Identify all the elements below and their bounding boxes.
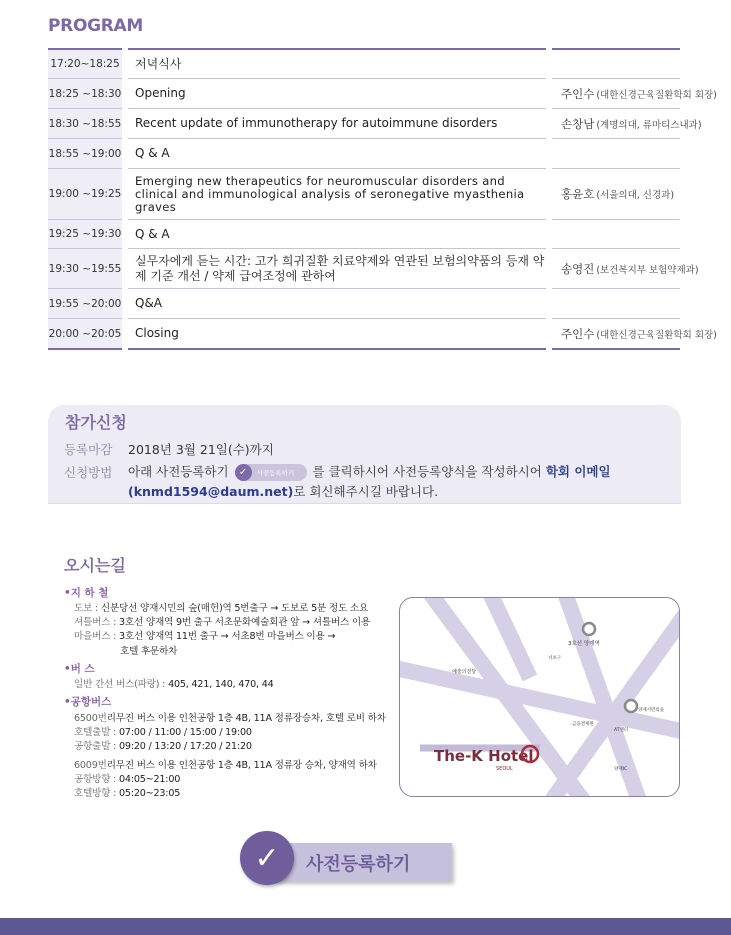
inline-register-label: 사전등록하기 — [256, 469, 295, 477]
bus-lines — [74, 676, 274, 690]
row-title: Emerging new therapeutics for neuromuscular disorders and clinical and immunological analysis of seronegative myasthenia graves — [128, 169, 546, 220]
speaker-name: 주인수 — [561, 86, 595, 101]
method-text-1: 아래 사전등록하기 — [128, 464, 229, 479]
hotel-logo: The-K Hotel — [434, 747, 534, 765]
line-value: 3호선 양재역 9번 출구 서초문화예술회관 앞 → 셔틀버스 이용 — [119, 617, 371, 628]
check-icon: ✓ — [240, 831, 294, 885]
row-time: 18:30 ~18:55 — [48, 109, 122, 139]
program-row — [48, 139, 680, 169]
line-value: 리무진 버스 이용 인천공항 1층 4B, 11A 정류장승차, 호텔 로비 하차 — [106, 713, 386, 724]
row-title: Q & A — [128, 220, 546, 249]
line-key: 셔틀버스 : — [74, 617, 117, 628]
row-speaker — [552, 50, 680, 79]
subway-shuttle — [74, 614, 370, 628]
airport-6009 — [74, 757, 377, 771]
row-speaker — [552, 169, 680, 220]
row-speaker — [552, 319, 717, 350]
speaker-affiliation: (서울의대, 신경과) — [596, 190, 675, 201]
map-label: 양재IC — [614, 767, 628, 772]
row-time: 18:55 ~19:00 — [48, 139, 122, 169]
method-text-line2 — [128, 482, 438, 500]
map-label: 금융결제원 — [572, 722, 594, 727]
row-title: Opening — [128, 79, 546, 109]
map-label: AT센터 — [614, 728, 629, 733]
row-time: 18:25 ~18:30 — [48, 79, 122, 109]
airport-6500-air-dep — [74, 738, 252, 752]
map-label: 예술의전당 — [452, 669, 477, 675]
row-time: 17:20~18:25 — [48, 50, 122, 79]
deadline-value: 2018년 3월 21일(수)까지 — [128, 442, 274, 457]
map-label: 양재시민의숲 — [638, 708, 665, 713]
subway-walk — [74, 600, 368, 614]
line-value: 리무진 버스 이용 인천공항 1층 4B, 11A 정류장 승차, 양재역 하차 — [106, 760, 377, 771]
speaker-affiliation: (대한신경근육질환학회 회장) — [596, 329, 717, 341]
row-title: Recent update of immunotherapy for autoimmune disorders — [128, 109, 546, 139]
contact-email-link[interactable]: (knmd1594@daum.net) — [128, 484, 294, 499]
row-speaker — [552, 289, 680, 319]
row-speaker — [552, 79, 717, 109]
method-highlight: 학회 이메일 — [545, 464, 611, 479]
speaker-name: 주인수 — [561, 326, 595, 341]
subway-village-bus — [74, 628, 335, 642]
line-value: 04:05~21:00 — [119, 774, 181, 785]
deadline-label: 등록마감 — [64, 442, 113, 457]
location-map[interactable] — [399, 597, 680, 797]
line-value: 07:00 / 11:00 / 15:00 / 19:00 — [119, 727, 252, 738]
airport-6500 — [74, 710, 386, 724]
inline-register-button — [235, 464, 307, 481]
program-row — [48, 220, 680, 249]
registration-panel — [48, 405, 681, 503]
airport-6009-to-hotel — [74, 785, 180, 799]
row-time: 19:55 ~20:00 — [48, 289, 122, 319]
line-value: 405, 421, 140, 470, 44 — [168, 679, 274, 690]
airport-bus-heading: •공항버스 — [64, 696, 112, 708]
line-key: 6009번 — [74, 760, 107, 771]
row-title: Q&A — [128, 289, 546, 319]
program-row — [48, 289, 680, 319]
line-key: 일반 간선 버스(파랑) : — [74, 679, 166, 690]
airport-6500-hotel-dep — [74, 724, 252, 738]
subway-marker — [625, 700, 637, 712]
program-title: PROGRAM — [48, 16, 144, 36]
program-row — [48, 169, 680, 220]
row-title: Q & A — [128, 139, 546, 169]
register-button[interactable] — [240, 831, 452, 883]
program-row — [48, 249, 699, 289]
registration-title: 참가신청 — [65, 413, 127, 432]
row-title: Closing — [128, 319, 546, 350]
row-speaker — [552, 109, 702, 139]
line-key: 호텔출발 : — [74, 727, 117, 738]
line-value: 신분당선 양재시민의 숲(매헌)역 5번출구 → 도보로 5분 정도 소요 — [100, 603, 369, 614]
speaker-name: 손창남 — [561, 116, 595, 131]
line-key: 6500번 — [74, 713, 107, 724]
divider — [48, 503, 681, 504]
line-value: 05:20~23:05 — [119, 788, 181, 799]
speaker-name: 송영진 — [561, 261, 595, 276]
speaker-affiliation: (보건복지부 보험약제과) — [596, 264, 699, 276]
speaker-affiliation: (계명의대, 류마티스내과) — [596, 119, 702, 131]
line-key: 마을버스 : — [74, 631, 117, 642]
method-label: 신청방법 — [64, 465, 113, 480]
line-key: 공항출발 : — [74, 741, 117, 752]
row-title: 저녁식사 — [128, 50, 546, 79]
row-speaker — [552, 220, 680, 249]
method-text-2: 를 클릭하시어 사전등록양식을 작성하시어 — [312, 464, 542, 479]
airport-6009-to-airport — [74, 771, 180, 785]
program-row — [48, 109, 702, 139]
row-time: 20:00 ~20:05 — [48, 319, 122, 350]
map-label: 서초구 — [548, 656, 562, 661]
footer-bar — [0, 918, 731, 935]
map-graphic — [400, 598, 680, 797]
directions-title: 오시는길 — [64, 556, 126, 575]
method-text-3: 로 회신해주시길 바랍니다. — [293, 484, 439, 499]
bus-heading: •버 스 — [64, 663, 95, 675]
speaker-name: 홍윤호 — [561, 187, 595, 201]
row-speaker — [552, 139, 680, 169]
method-text — [128, 462, 611, 481]
register-button-label: 사전등록하기 — [306, 854, 411, 875]
check-icon: ✓ — [235, 464, 252, 481]
row-speaker — [552, 249, 699, 289]
line-value: 09:20 / 13:20 / 17:20 / 21:20 — [119, 741, 252, 752]
map-label: 3호선 양재역 — [568, 641, 600, 647]
subway-heading: •지 하 철 — [64, 587, 109, 599]
row-time: 19:25 ~19:30 — [48, 220, 122, 249]
line-value: 3호선 양재역 11번 출구 → 서초8번 마을버스 이용 → — [119, 631, 336, 642]
hotel-logo-sub: SEOUL — [496, 766, 513, 772]
line-key: 도보 : — [74, 603, 99, 614]
program-row — [48, 319, 717, 350]
subway-marker — [583, 623, 595, 635]
line-key: 공항방향 : — [74, 774, 117, 785]
program-row — [48, 79, 717, 109]
row-time: 19:00 ~19:25 — [48, 169, 122, 220]
program-row — [48, 50, 680, 79]
line-key: 호텔방향 : — [74, 788, 117, 799]
subway-village-bus-cont: 호텔 후문하차 — [120, 646, 178, 657]
row-time: 19:30 ~19:55 — [48, 249, 122, 289]
row-title: 실무자에게 듣는 시간: 고가 희귀질환 치료약제와 연관된 보험의약품의 등재 약제 기준 개선 / 약제 급여조정에 관하여 — [128, 249, 546, 289]
speaker-affiliation: (대한신경근육질환학회 회장) — [596, 89, 717, 101]
